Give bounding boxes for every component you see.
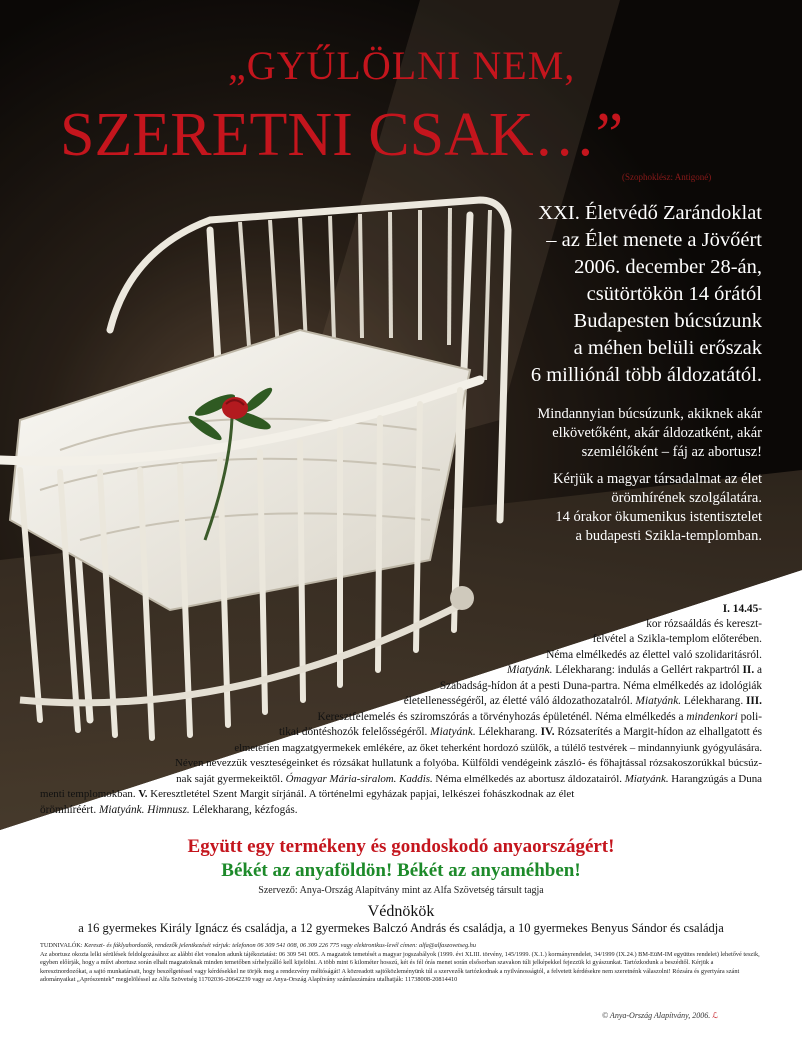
copyright-text: © Anya-Ország Alapítvány, 2006. <box>602 1011 711 1020</box>
slogan-green: Békét az anyaföldön! Békét az anyaméhben! <box>221 860 581 881</box>
program-text-run: Néma elmélkedés az abortusz áldozatairól. <box>432 773 625 785</box>
slogan-red: Együtt egy termékeny és gondoskodó anyaországért! <box>187 836 615 857</box>
request-line: örömhírének szolgálatára. <box>611 490 762 506</box>
program-text-run: életellenességéről, az életté váló áldozathozatalról. <box>403 695 636 707</box>
headline-credit: (Szophoklész: Antigoné) <box>622 172 712 182</box>
program-italic: mindenkori <box>686 711 738 723</box>
logo-mark-icon: ℒ <box>712 1011 718 1020</box>
program-line: Néven nevezzük veszteségeinket és rózsákat hullatunk a folyóba. Külföldi vendégeink zászló- és főhajtással rózsakoszorúkkal búcsúz- <box>175 757 762 769</box>
notice-label: TUDNIVALÓK: <box>40 942 83 949</box>
program-line: I. 14.45- <box>722 603 762 615</box>
request-line: Kérjük a magyar társadalmat az élet <box>553 471 762 487</box>
program-line: Szabadság-hídon át a pesti Duna-partra. Néma elmélkedés az idológiák <box>439 680 762 692</box>
program-line <box>40 803 298 818</box>
program-text-run: poli- <box>737 711 762 723</box>
program-station-number: II. <box>742 664 755 676</box>
program-text <box>0 600 802 830</box>
program-italic: Miatyánk. <box>506 664 553 676</box>
program-italic: Miatyánk. <box>635 695 682 707</box>
request-paragraph <box>432 470 762 546</box>
event-line: csütörtökön 14 órától <box>586 283 762 305</box>
program-line <box>176 772 762 787</box>
event-line: a méhen belüli erőszak <box>573 337 762 359</box>
program-text-run: Rózsaterítés a Margit-hídon az elhallgatott és <box>554 726 762 738</box>
patrons-title: Védnökök <box>367 903 435 920</box>
program-line <box>40 787 574 802</box>
farewell-paragraph <box>432 405 762 462</box>
program-text-run: Keresztletétel Szent Margit sírjánál. A történelmi egyházak papjai, lelkészei fohászkodnak az élet <box>147 788 575 800</box>
program-text-run: Harangzúgás a Duna <box>668 773 762 785</box>
notice-body: Az abortusz okozta lelki sérülések feldolgozásához az alábbi élet vonalon adunk tájékoztatást: 06 309 541 005. A magzatok temetését a magyar jogszabályok (1999. évi XLIII. törvény, 145/1999. (X.1.) kormányrendelet, 34/1999 (IX.24.) BM-EüM-IM együttes rendelet) lehetővé teszik, egyben előírják, hogy a művi abortusz során elhalt magzatoknak minden temetőben sírhelyzálló kell kijelölni. A több mint 6 kilométer hosszú, két és fél órás menet során elsősorban szavakon túli jelképekkel fejezzük ki gyászunkat. Tartózkodunk a beszédtől. Kérjük a keresztnordozókat, a sajtó munkatársait, hogy beszélgetéssel vagy kérdésekkel ne törjék meg a rendezvény méltóságát! A közreadott sajtóközleményünk túl a szervezők tartózkodnak a nyilvánosságtól, a felvetett kérdésekre nem szeretnénk válaszolni! Rózsára és gyertyára szánt adományaikat „Aprószentek” megjelöléssel az Alfa Szövetség 11702036-20642239 vagy az Anya-Ország Alapítvány számlaszámára utalhatják: 11738008-20814410 <box>40 950 760 984</box>
notice-fine-print <box>40 942 762 985</box>
program-station-number: III. <box>745 695 762 707</box>
request-line: a budapesti Szikla-templomban. <box>575 528 762 544</box>
program-line <box>317 710 762 725</box>
program-line <box>404 694 762 709</box>
program-station-number: IV. <box>540 726 555 738</box>
patrons-list: a 16 gyermekes Király Ignácz és családja, a 12 gyermekes Balczó András és családja, a 10 gyermekes Benyus Sándor és családja <box>78 921 724 935</box>
event-line: XXI. Életvédő Zarándoklat <box>538 202 762 224</box>
program-station-number: V. <box>138 788 148 800</box>
program-text-run: tikai döntéshozók felelősségéről. <box>278 726 431 738</box>
program-italic: Miatyánk. <box>624 773 669 785</box>
program-text-run: Lélekharang: indulás a Gellért rakpartról <box>552 664 743 676</box>
farewell-line: Mindannyian búcsúzunk, akiknek akár <box>537 406 762 422</box>
headline-line2: SZERETNI CSAK…” <box>60 101 624 169</box>
farewell-line: elkövetőként, akár áldozatként, akár <box>552 425 762 441</box>
slogans <box>0 835 802 896</box>
headline-line1: „GYŰLÖLNI NEM, <box>228 43 576 88</box>
farewell-line: szemlélőként – fáj az abortusz! <box>581 444 762 460</box>
program-italic: Miatyánk. Himnusz. <box>98 804 190 816</box>
organizer-note: Szervező: Anya-Ország Alapítvány mint az Alfa Szövetség társult tagja <box>258 885 544 896</box>
program-line: kor rózsaáldás és kereszt- <box>646 618 762 630</box>
program-italic: Ómagyar Mária-siralom. Kaddis. <box>285 773 433 785</box>
program-line <box>507 663 762 678</box>
event-line: – az Élet menete a Jövőért <box>546 229 762 251</box>
program-italic: Miatyánk. <box>430 726 476 738</box>
event-announcement <box>402 200 762 389</box>
program-text-run: a <box>754 664 762 676</box>
notice-intro: Kereszt- és fáklyahordozók, rendezők jelentkezését várjuk: telefonon 06 309 541 008, 06 309 226 775 vagy elektronikus-levél címen: alfa@alfaszovetseg.hu <box>82 942 476 949</box>
program-text-run: Lélekharang. <box>475 726 541 738</box>
program-line <box>279 725 762 740</box>
program-text-run: örömhíréért. <box>40 804 99 816</box>
event-line: 6 milliónál több áldozatától. <box>530 364 762 386</box>
program-text-run: Lélekharang. <box>681 695 746 707</box>
program-text-run: Keresztfelemelés és sziromszórás a törvényhozás épületénél. Néma elmélkedés a <box>317 711 687 723</box>
program-line: elmeteríen magzatgyermekek emlékére, az őket teherként hordozó szülők, a túlélő testvérek – mindannyiunk gyógyulására. <box>234 742 762 754</box>
request-line: 14 órakor ökumenikus istentisztelet <box>555 509 762 525</box>
program-text-run: Lélekharang, kézfogás. <box>189 804 298 816</box>
program-line: Néma elmélkedés az élettel való szolidaritásról. <box>546 649 762 661</box>
program-text-run: menti templomokban. <box>40 788 139 800</box>
program-line: felvétel a Szikla-templom előterében. <box>592 633 762 645</box>
copyright <box>602 1011 718 1020</box>
program-text-run: nak saját gyermekeiktől. <box>176 773 286 785</box>
event-line: 2006. december 28-án, <box>574 256 762 278</box>
event-line: Budapesten búcsúzunk <box>573 310 762 332</box>
